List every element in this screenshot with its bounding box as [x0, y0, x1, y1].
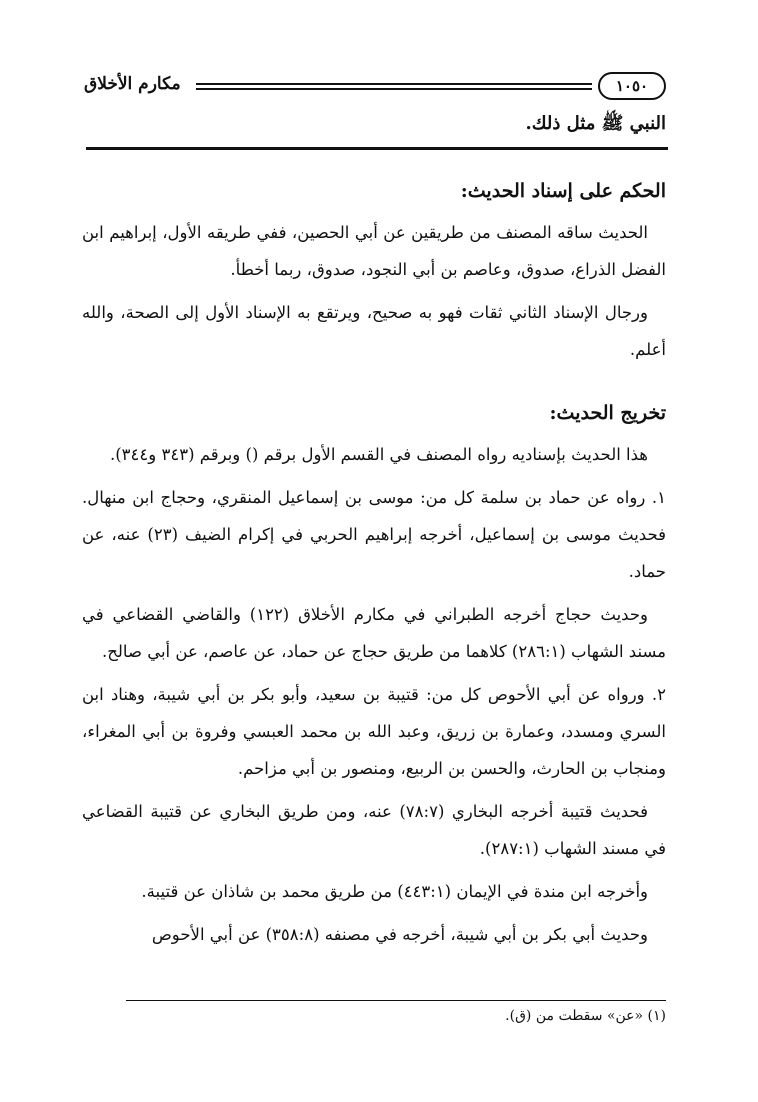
footnote: (١) «عن» سقطت من (ق). — [505, 1008, 666, 1024]
numbered-paragraph: ١. رواه عن حماد بن سلمة كل من: موسى بن إسماعيل المنقري، وحجاج ابن منهال. فحديث موسى بن إسماعيل، أخرجه إبراهيم الحربي في إكرام الضيف (٢٣) عنه، عن حماد. — [82, 488, 666, 581]
paragraph: وأخرجه ابن مندة في الإيمان (٤٤٣:١) من طريق محمد بن شاذان عن قتيبة. — [141, 882, 648, 901]
paragraph: فحديث قتيبة أخرجه البخاري (٧٨:٧) عنه، ومن طريق البخاري عن قتيبة القضاعي في مسند الشهاب (٢٨٧:١). — [82, 802, 666, 858]
carry-over-text: النبي ﷺ مثل ذلك. — [525, 113, 666, 134]
page-number: ١٠٥٠ — [598, 72, 666, 100]
section-heading-isnad-ruling: الحكم على إسناد الحديث: — [460, 180, 666, 202]
paragraph: ورجال الإسناد الثاني ثقات فهو به صحيح، ويرتقع به الإسناد الأول إلى الصحة، والله أعلم. — [82, 303, 666, 359]
header-double-rule — [196, 83, 592, 90]
paragraph: هذا الحديث بإسناديه رواه المصنف في القسم الأول برقم () وبرقم (٣٤٣ و٣٤٤). — [109, 445, 648, 464]
top-divider — [86, 147, 668, 150]
section-heading-takhrij: تخريج الحديث: — [549, 402, 666, 424]
book-title: مكارم الأخلاق — [84, 74, 181, 94]
section-gap — [82, 374, 666, 392]
main-text — [82, 170, 666, 959]
running-header — [84, 70, 666, 110]
paragraph: وحديث أبي بكر بن أبي شيبة، أخرجه في مصنفه (٣٥٨:٨) عن أبي الأحوص — [151, 925, 648, 944]
numbered-paragraph: ٢. ورواه عن أبي الأحوص كل من: قتيبة بن سعيد، وأبو بكر بن أبي شيبة، وهناد ابن السري ومسدد، وعمارة بن زريق، وعبد الله بن محمد العبسي وفروة بن أبي المغراء، ومنجاب بن الحارث، والحسن بن الربيع، ومنصور بن أبي مزاحم. — [82, 685, 666, 778]
paragraph: الحديث ساقه المصنف من طريقين عن أبي الحصين، ففي طريقه الأول، إبراهيم ابن الفضل الذراع، صدوق، وعاصم بن أبي النجود، صدوق، ربما أخطأ. — [82, 223, 666, 279]
paragraph: وحديث حجاج أخرجه الطبراني في مكارم الأخلاق (١٢٢) والقاضي القضاعي في مسند الشهاب (٢٨٦:١) كلاهما من طريق حجاج عن حماد، عن عاصم، عن أبي صالح. — [82, 605, 666, 661]
footnote-divider — [126, 1000, 666, 1001]
